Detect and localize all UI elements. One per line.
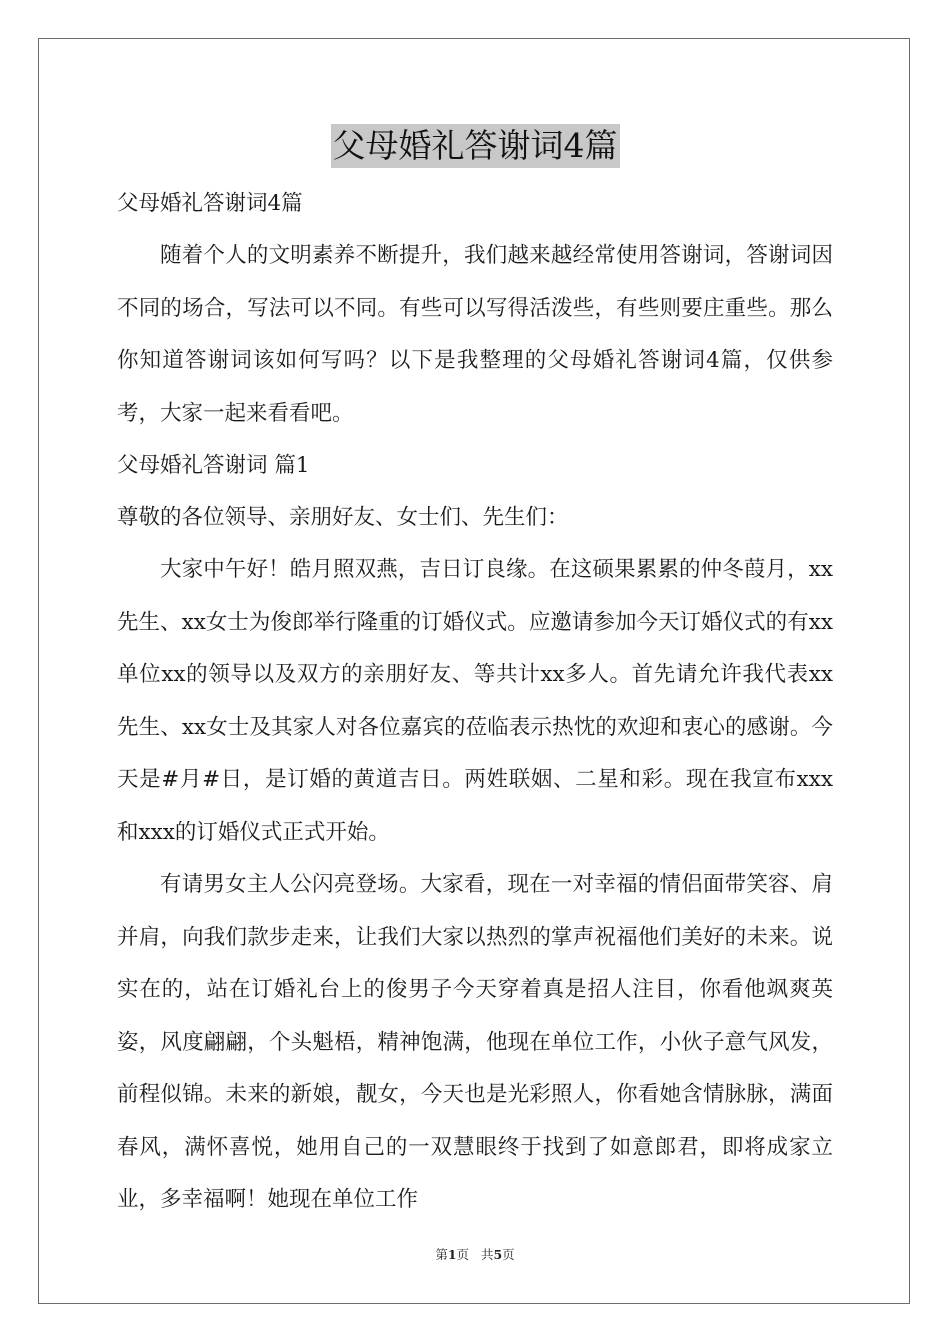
- page-title: 父母婚礼答谢词4篇: [331, 124, 620, 168]
- page-footer: [0, 1245, 950, 1263]
- body-paragraph-1: 大家中午好！皓月照双燕，吉日订良缘。在这硕果累累的仲冬葭月，xx先生、xx女士为俊郎举行隆重的订婚仪式。应邀请参加今天订婚仪式的有xx单位xx的领导以及双方的亲朋好友、等共计xx多人。首先请允许我代表xx先生、xx女士及其家人对各位嘉宾的莅临表示热忱的欢迎和衷心的感谢。今天是#月#日，是订婚的黄道吉日。两姓联姻、二星和彩。现在我宣布xxx和xxx的订婚仪式正式开始。: [117, 557, 833, 845]
- intro-paragraph: 随着个人的文明素养不断提升，我们越来越经常使用答谢词，答谢词因不同的场合，写法可以不同。有些可以写得活泼些，有些则要庄重些。那么你知道答谢词该如何写吗？以下是我整理的父母婚礼答谢词4篇，仅供参考，大家一起来看看吧。: [117, 243, 833, 426]
- footer-mid: 页 共: [456, 1247, 494, 1262]
- footer-suffix: 页: [502, 1247, 515, 1262]
- footer-prefix: 第: [435, 1247, 448, 1262]
- footer-total-pages: 5: [493, 1247, 503, 1262]
- title-wrap: [0, 124, 950, 168]
- section-heading: 父母婚礼答谢词 篇1: [117, 453, 310, 478]
- document-body: [117, 178, 833, 1227]
- footer-page-number: 1: [447, 1247, 457, 1262]
- document-subtitle: 父母婚礼答谢词4篇: [117, 191, 303, 216]
- salutation: 尊敬的各位领导、亲朋好友、女士们、先生们：: [117, 505, 569, 530]
- body-paragraph-2: 有请男女主人公闪亮登场。大家看，现在一对幸福的情侣面带笑容、肩并肩，向我们款步走来，让我们大家以热烈的掌声祝福他们美好的未来。说实在的，站在订婚礼台上的俊男子今天穿着真是招人注目，你看他飒爽英姿，风度翩翩，个头魁梧，精神饱满，他现在单位工作，小伙子意气风发，前程似锦。未来的新娘，靓女，今天也是光彩照人，你看她含情脉脉，满面春风，满怀喜悦，她用自己的一双慧眼终于找到了如意郎君，即将成家立业，多幸福啊！她现在单位工作: [117, 872, 833, 1212]
